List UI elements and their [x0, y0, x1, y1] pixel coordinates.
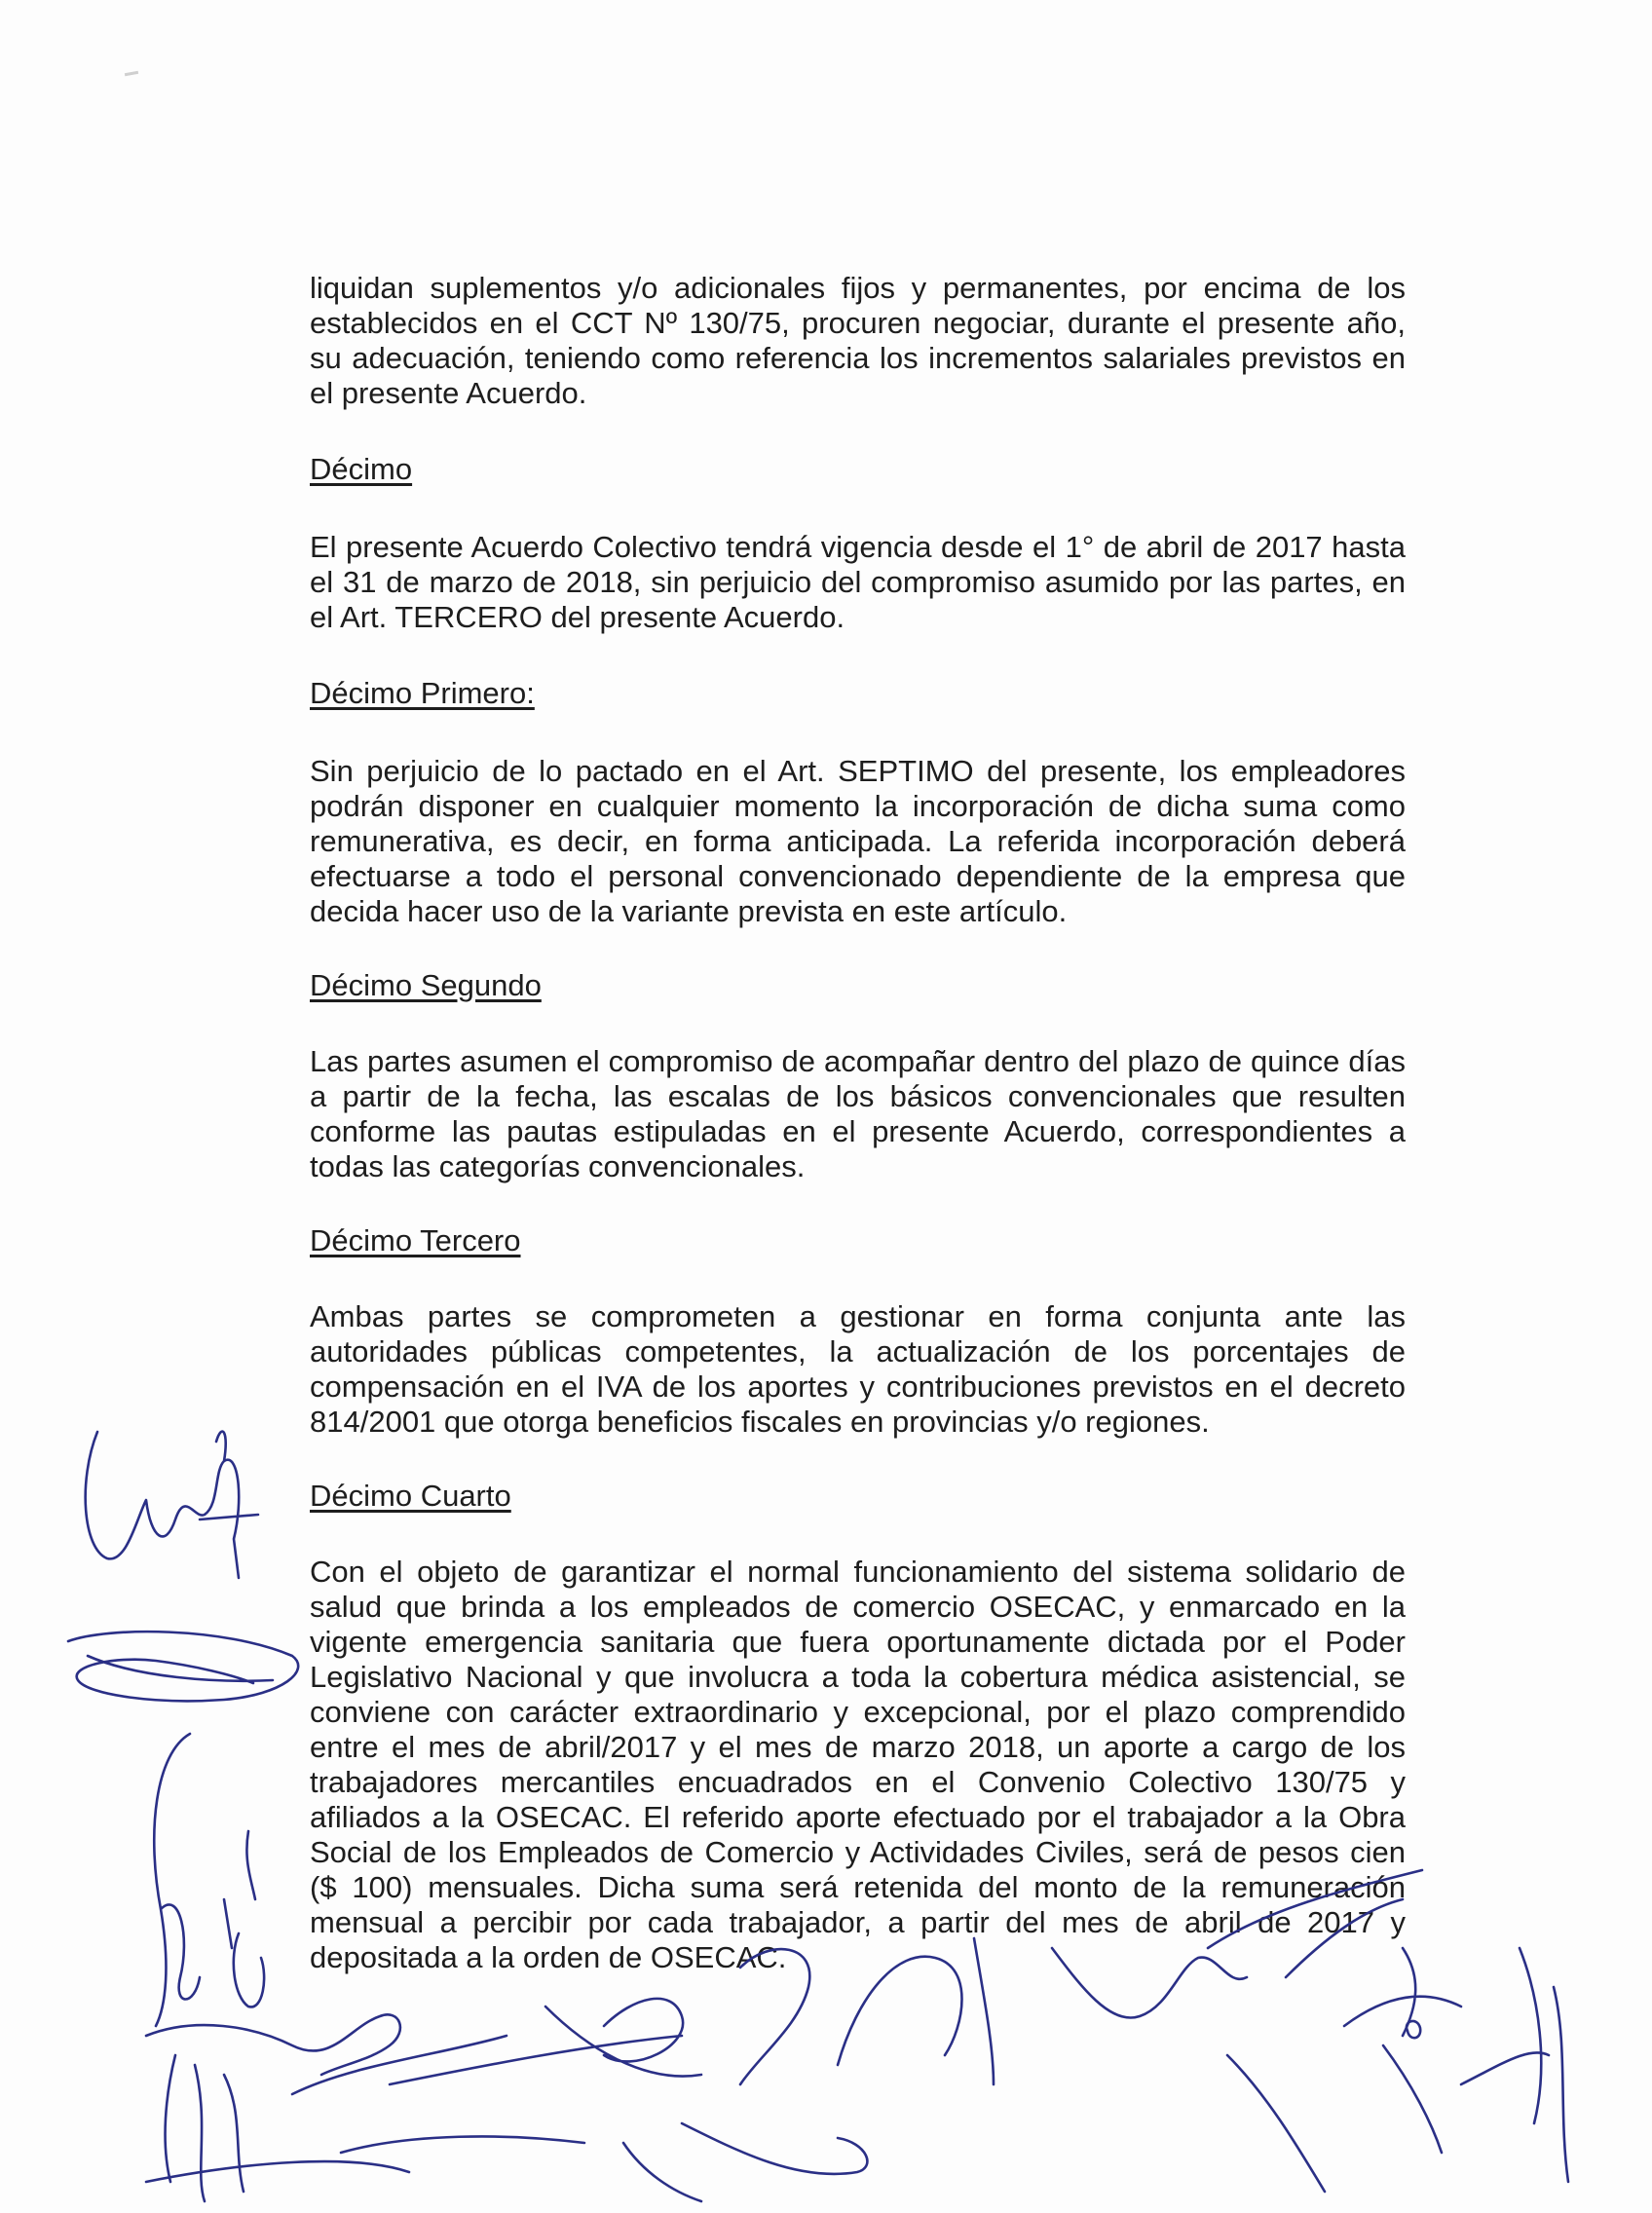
paragraph-decimo-primero: Sin perjuicio de lo pactado en el Art. SEPTIMO del presente, los empleadores podrán disponer en cualquier momento la incorporación de dicha suma como remunerativa, es decir, en forma anticipada. La referida incorporación deberá efectuarse a todo el personal convencionado dependiente de la empresa que decida hacer uso de la variante prevista en este artículo. — [310, 754, 1406, 928]
signature-bottom-left — [146, 2014, 507, 2201]
heading-decimo-tercero: Décimo Tercero — [310, 1223, 521, 1257]
paragraph-decimo: El presente Acuerdo Colectivo tendrá vigencia desde el 1° de abril de 2017 hasta el 31 de marzo de 2018, sin perjuicio del compromiso asumido por las partes, en el Art. TERCERO del presente Acuerdo. — [310, 530, 1406, 634]
scan-speck — [125, 71, 138, 76]
signature-left-3 — [154, 1734, 264, 2026]
signature-left-2 — [68, 1632, 298, 1701]
paragraph-intro: liquidan suplementos y/o adicionales fijos y permanentes, por encima de los establecidos en el CCT Nº 130/75, procuren negociar, durante el presente año, su adecuación, teniendo como referencia los incrementos salariales previstos en el presente Acuerdo. — [310, 271, 1406, 410]
document-body — [310, 271, 1406, 1975]
signature-mark — [1407, 2021, 1420, 2038]
heading-decimo-primero: Décimo Primero: — [310, 676, 535, 710]
heading-decimo-segundo: Décimo Segundo — [310, 968, 542, 1002]
paragraph-decimo-tercero: Ambas partes se comprometen a gestionar en forma conjunta ante las autoridades públicas competentes, la actualización de los porcentajes de compensación en el IVA de los aportes y contribuciones previstos en el decreto 814/2001 que otorga beneficios fiscales en provincias y/o regiones. — [310, 1299, 1406, 1439]
signature-bottom-center — [341, 1949, 867, 2201]
heading-decimo: Décimo — [310, 452, 413, 486]
signature-left-1 — [86, 1432, 258, 1578]
heading-decimo-cuarto: Décimo Cuarto — [310, 1479, 511, 1513]
paragraph-decimo-segundo: Las partes asumen el compromiso de acompañar dentro del plazo de quince días a partir de la fecha, las escalas de los básicos convencionales que resulten conforme las pautas estipuladas en el presente Acuerdo, correspondientes a todas las categorías convencionales. — [310, 1044, 1406, 1183]
paragraph-decimo-cuarto: Con el objeto de garantizar el normal funcionamiento del sistema solidario de salud que brinda a los empleados de comercio OSECAC, y enmarcado en la vigente emergencia sanitaria que fuera oportunamente dictada por el Poder Legislativo Nacional y que involucra a toda la cobertura médica asistencial, se conviene con carácter extraordinario y excepcional, por el plazo comprendido entre el mes de abril/2017 y el mes de marzo 2018, un aporte a cargo de los trabajadores mercantiles encuadrados en el Convenio Colectivo 130/75 y afiliados a la OSECAC. El referido aporte efectuado por el trabajador a la Obra Social de los Empleados de Comercio y Actividades Civiles, será de pesos cien ($ 100) mensuales. Dicha suma será retenida del monto de la remuneración mensual a percibir por cada trabajador, a partir del mes de abril de 2017 y depositada a la orden de OSECAC. — [310, 1555, 1406, 1974]
